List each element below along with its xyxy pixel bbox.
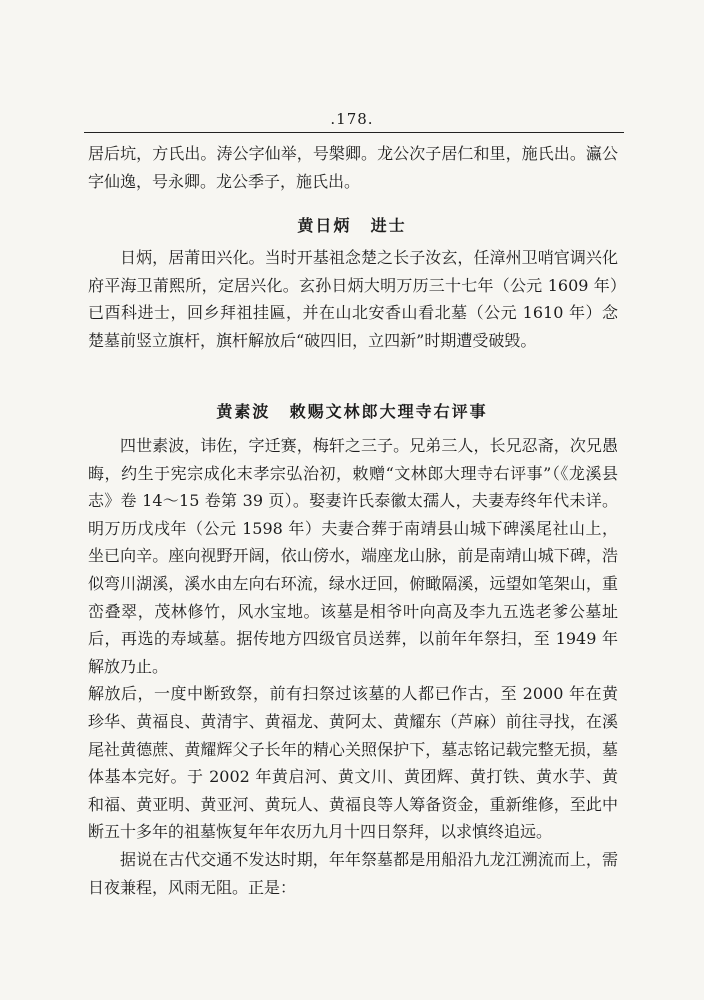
page-number: .178. — [330, 110, 374, 128]
section2-title-rank: 敕赐文林郎大理寺右评事 — [289, 402, 488, 421]
section2-paragraph-2: 解放后，一度中断致祭，前有扫祭过该墓的人都已作古，至 2000 年在黄珍华、黄福良、黄清宇、黄福龙、黄阿太、黄耀东（芦麻）前往寻找，在溪尾社黄德蔗、黄耀辉父子长年的精心关照保护下，墓志铭记载完整无损，墓体基本完好。于 2002 年黄启河、黄文川、黄团辉、黄打铁、黄水芋、黄和福、黄亚明、黄亚河、黄玩人、黄福良等人筹备资金，重新维修，至此中断五十多年的祖墓恢复年年农历九月十四日祭拜，以求慎终追远。 — [88, 684, 618, 842]
section1-paragraph: 日炳，居莆田兴化。当时开基祖念楚之长子汝玄，任漳州卫哨官调兴化府平海卫莆熙所，定居兴化。玄孙日炳大明万历三十七年（公元 1609 年）已酉科进士，回乡拜祖挂匾，并在山北安香山看北墓（公元 1610 年）念楚墓前竖立旗杆，旗杆解放后“破四旧，立四新”时期遭受破毁。 — [88, 248, 618, 350]
section2-title-name: 黄素波 — [216, 402, 271, 421]
section2-paragraph-1: 四世素波，讳佐，字迁赛，梅轩之三子。兄弟三人，长兄忍斋，次兄愚晦，约生于宪宗成化末孝宗弘治初，敕赠“文林郎大理寺右评事”（《龙溪县志》卷 14～15 卷第 39 页）。娶妻许氏泰徽太孺人，夫妻寿终年代未详。明万历戊戌年（公元 1598 年）夫妻合葬于南靖县山城下碑溪尾社山上，坐已向辛。座向视野开阔，依山傍水，端座龙山脉，前是南靖山城下碑，浩似弯川湖溪，溪水由左向右环流，绿水迂回，俯瞰隔溪，远望如笔架山，重峦叠翠，茂林修竹，风水宝地。该墓是相爷叶向高及李九五选老爹公墓址后，再选的寿域墓。据传地方四级官员送葬，以前年年祭扫，至 1949 年解放乃止。 — [88, 436, 618, 676]
intro-paragraph: 居后坑，方氏出。涛公字仙举，号槃卿。龙公次子居仁和里，施氏出。瀛公字仙逸，号永卿。龙公季子，施氏出。 — [88, 144, 618, 191]
header-rule — [84, 132, 624, 133]
section1-heading — [0, 213, 704, 236]
section1-block — [88, 244, 618, 354]
section1-title-name: 黄日炳 — [297, 216, 352, 235]
section2-heading — [0, 399, 704, 422]
section2-block — [88, 432, 618, 901]
intro-block — [88, 140, 618, 195]
section2-paragraph-3: 据说在古代交通不发达时期，年年祭墓都是用船沿九龙江溯流而上，需日夜兼程，风雨无阻。正是： — [88, 849, 618, 897]
section1-title-rank: 进士 — [370, 216, 407, 235]
